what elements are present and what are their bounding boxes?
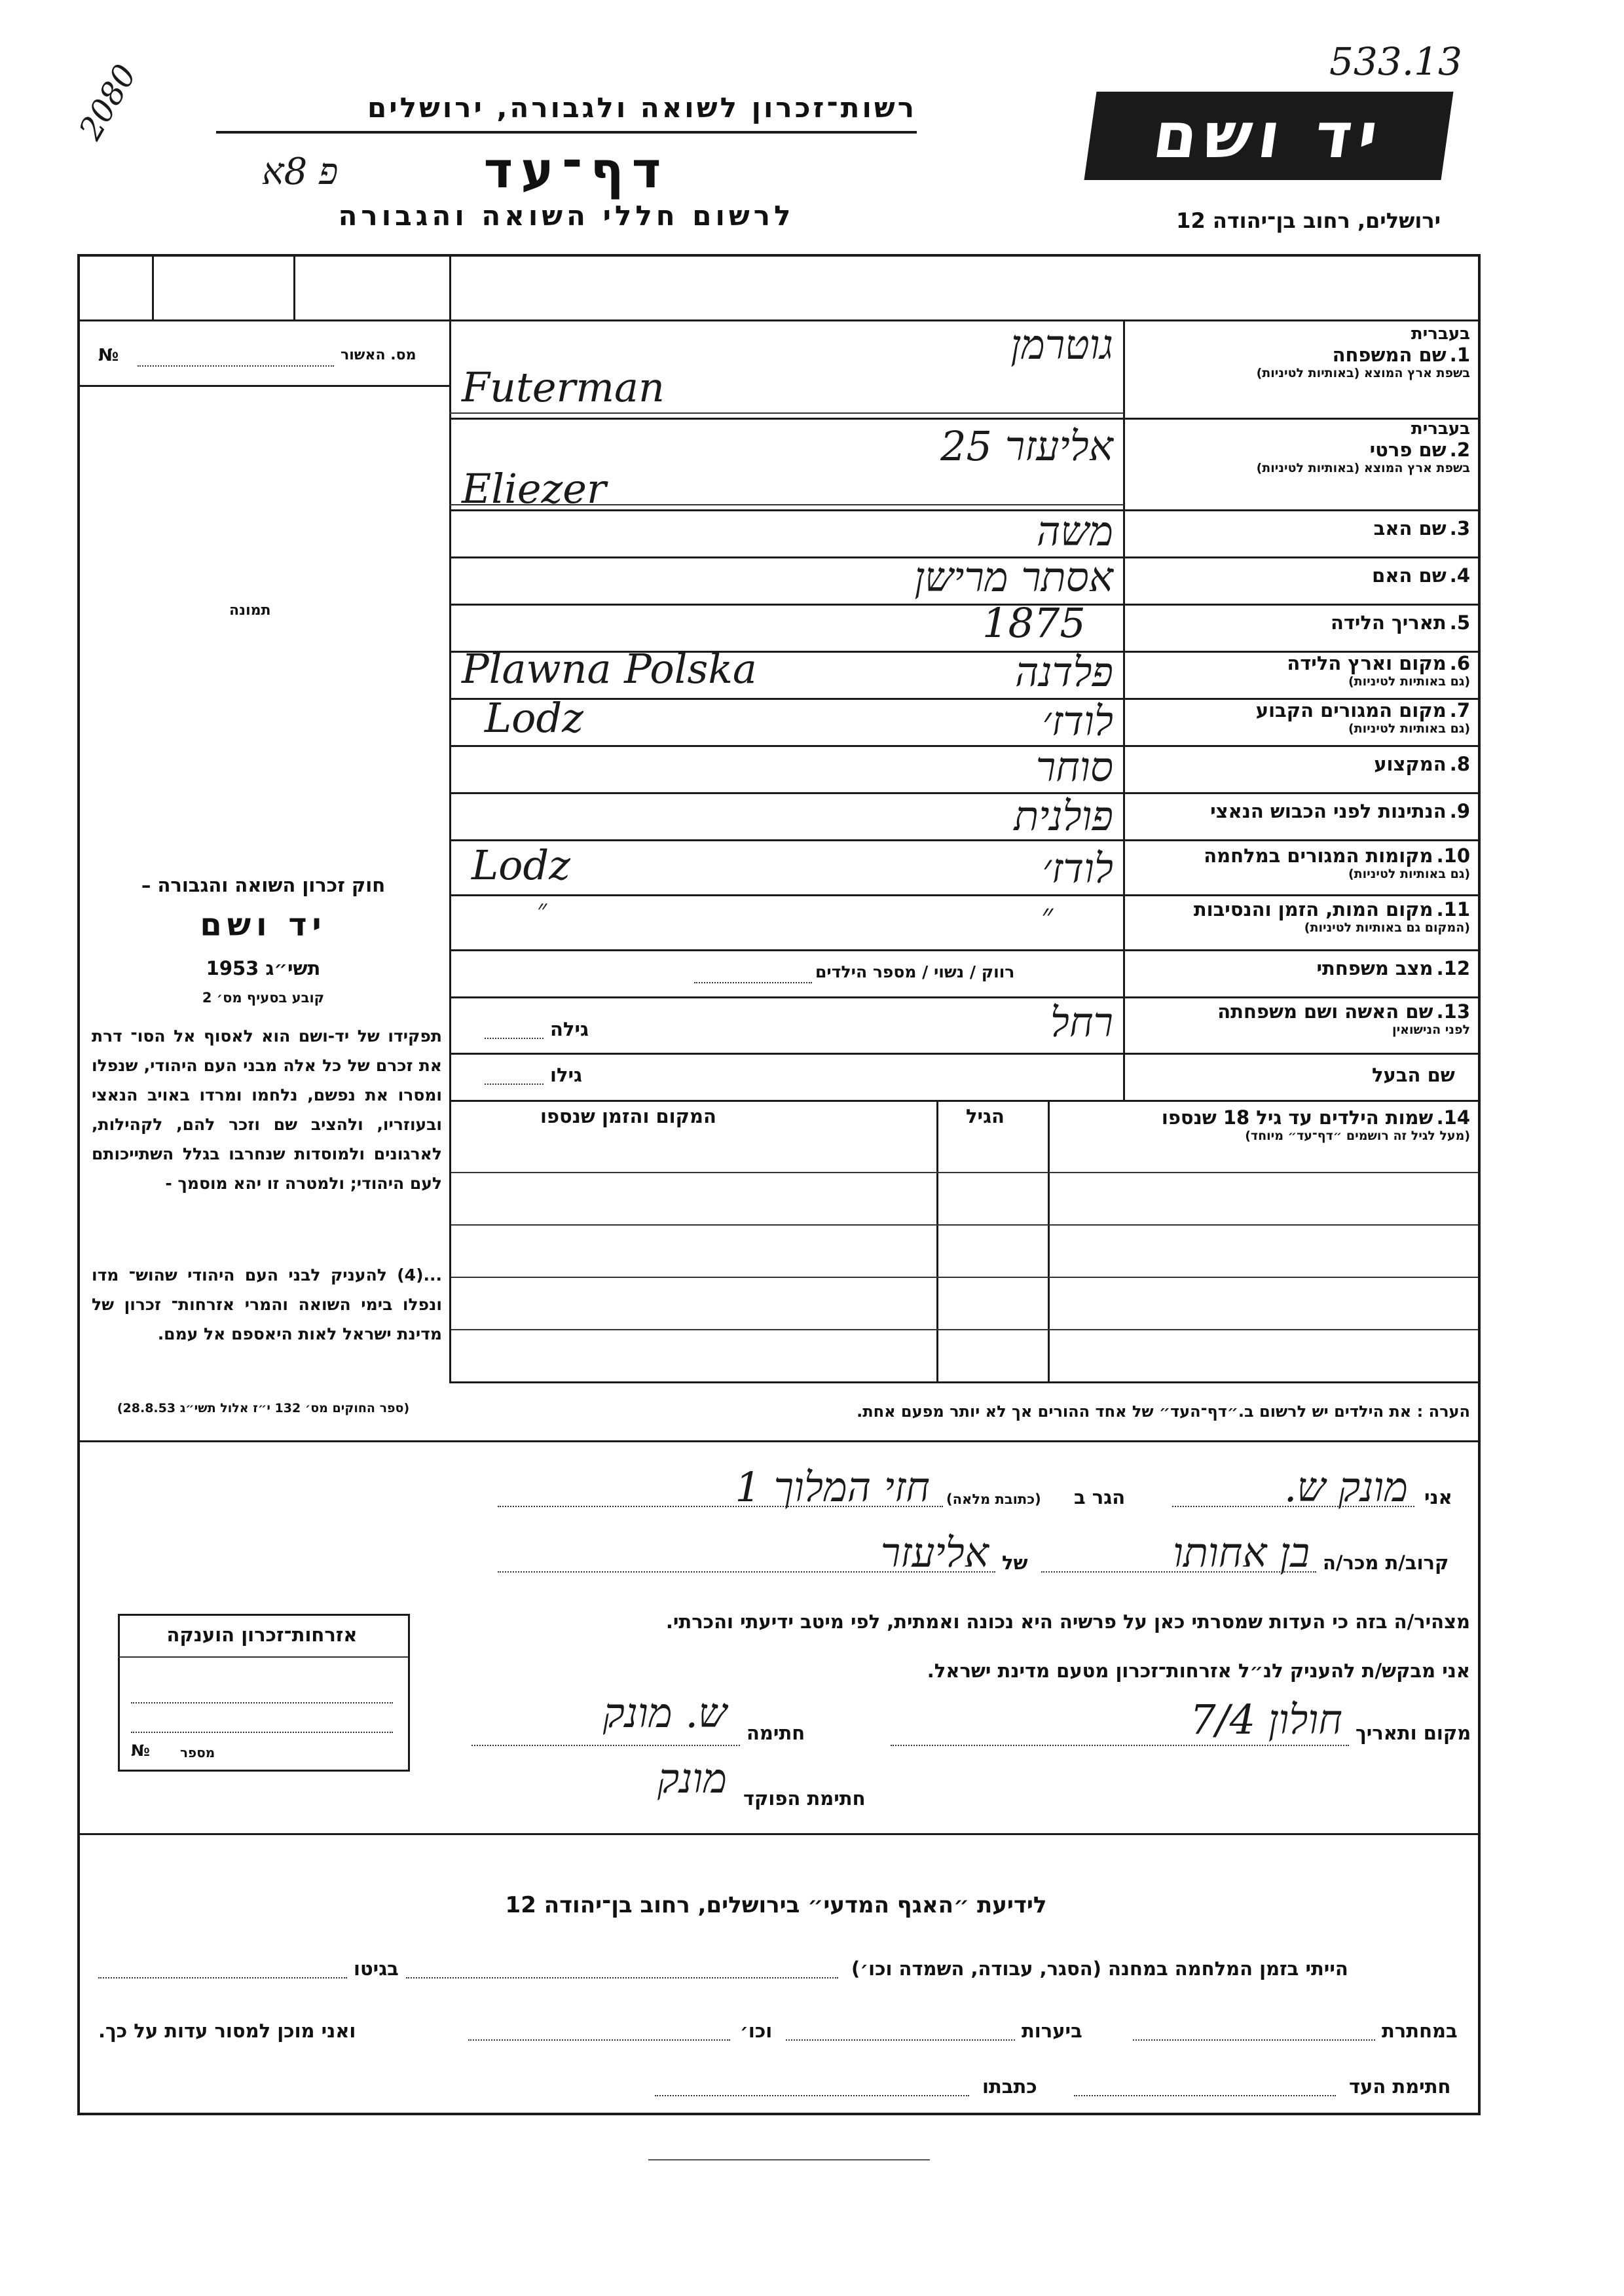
of-value[interactable]: אליעזר — [880, 1529, 989, 1576]
law-reference: (ספר החוקים מס׳ 132 י״ז אלול תשי״ג 28.8.53) — [117, 1401, 410, 1415]
law-name: יד ושם — [200, 907, 327, 943]
footer-ghetto-label: בגיטו — [354, 1958, 399, 1980]
footer-forests-label: ביערות — [1022, 2020, 1082, 2042]
address: ירושלים, רחוב בן־יהודה 12 — [1176, 208, 1441, 233]
form-title: דף־עד — [483, 141, 669, 199]
place-date-label: מקום ותאריך — [1356, 1722, 1471, 1744]
children-left-border — [449, 1100, 451, 1381]
law-title: חוק זכרון השואה והגבורה – — [141, 874, 386, 896]
declarant-line — [1172, 1506, 1414, 1507]
field-7-label: 7. מקום המגורים הקבוע (גם באותיות לטיניות) — [1255, 699, 1470, 736]
signature-label: חתימה — [747, 1722, 805, 1744]
approval-field[interactable] — [138, 365, 334, 367]
logo-text: יד ושם — [1149, 99, 1389, 172]
resident-label: הגר ב — [1074, 1486, 1126, 1508]
citizenship-line-2 — [131, 1732, 393, 1733]
reference-number: 533.13 — [1329, 39, 1462, 84]
bottom-rule — [648, 2159, 930, 2160]
mother-name[interactable]: אסתר מרישן — [914, 553, 1113, 601]
children-row-4 — [449, 1329, 1478, 1330]
place-date-value[interactable]: חולון 7/4 — [1190, 1696, 1342, 1743]
of-label: של — [1002, 1552, 1028, 1574]
birth-place-hebrew[interactable]: פלדנה — [1015, 648, 1113, 696]
statement-2: אני מבקש/ת להעניק לנ״ל אזרחות־זכרון מטעם מדינת ישראל. — [927, 1660, 1470, 1682]
children-row-2 — [449, 1224, 1478, 1226]
children-label: 14. שמות הילדים עד גיל 18 שנספו (מעל לגיל זה רושמים ״דף־עד״ מיוחד) — [1161, 1106, 1470, 1143]
citizenship-no-label: מספר — [180, 1745, 215, 1760]
inspector-label: חתימת הפוקד — [743, 1787, 866, 1810]
birth-date[interactable]: 1875 — [982, 599, 1086, 647]
children-note: הערה : את הילדים יש לרשום ב.״דף־העד״ של אחד ההורים אך לא יותר מפעם אחת. — [857, 1402, 1470, 1421]
birth-place-latin[interactable]: Plawna Polska — [462, 645, 757, 693]
children-col-divider-1 — [1048, 1100, 1050, 1381]
field-4-label: 4. שם האם — [1372, 564, 1470, 587]
camp-field[interactable] — [406, 1977, 838, 1978]
top-cell-divider-2 — [293, 254, 295, 319]
approval-no-sign: № — [98, 346, 119, 365]
law-clause: קובע בסעיף מס׳ 2 — [202, 990, 325, 1006]
wife-name[interactable]: רחל — [1050, 998, 1113, 1046]
profession[interactable]: סוחר — [1035, 743, 1113, 791]
children-count-field[interactable] — [694, 982, 812, 983]
field-3-label: 3. שם האב — [1373, 517, 1470, 539]
ani-label: אני — [1424, 1486, 1452, 1508]
husband-age-field[interactable] — [485, 1084, 544, 1085]
field-5-label: 5. תאריך הלידה — [1330, 611, 1470, 634]
citizenship-no-sign: № — [131, 1741, 150, 1760]
footer-underground-label: במחתרת — [1382, 2020, 1458, 2042]
first-name-latin[interactable]: Eliezer — [462, 465, 606, 513]
marital-status-options: רווק / נשוי / מספר הילדים — [815, 962, 1015, 981]
footer-camp-label: הייתי בזמן המלחמה במחנה (הסגר, עבודה, השמדה וכו׳) — [851, 1958, 1348, 1980]
forests-field[interactable] — [786, 2039, 1015, 2041]
field-10-label: 10. מקומות המגורים במלחמה (גם באותיות לטיניות) — [1204, 845, 1470, 881]
residence-hebrew[interactable]: לודז׳ — [1042, 697, 1113, 745]
authority-name: רשות־זכרון לשואה ולגבורה, ירושלים — [367, 92, 917, 124]
children-row-1 — [449, 1172, 1478, 1173]
declarant-name[interactable]: מונק ש. — [1283, 1463, 1408, 1511]
law-text-1: תפקידו של יד-ושם הוא לאסוף אל הסו־ דרת את זכרם של כל אלה מבני העם היהודי, שנפלו ומסרו את נפשם, נלחמו ומרדו באויב הנאצי ובעוזריו, ולהציב שם וזכר להם, לקהילות, לארגונים ולמוסדות שנחרבו בגלל השתייכותם לעם היהודי; ולמטרה זו יהא מוסמך - — [92, 1027, 442, 1193]
relation-line — [1041, 1571, 1316, 1573]
citizenship[interactable]: פולנית — [1014, 792, 1113, 840]
ghetto-field[interactable] — [98, 1977, 347, 1978]
declarant-address[interactable]: חזי המלוך 1 — [735, 1463, 930, 1511]
field-9-label: 9. הנתינות לפני הכבוש הנאצי — [1210, 800, 1470, 822]
label-column-divider — [1123, 319, 1125, 1102]
approval-label: מס. האשור — [341, 347, 416, 363]
footer-title: לידיעת ״האגף המדעי״ בירושלים, רחוב בן־יהודה 12 — [505, 1892, 1047, 1918]
father-name[interactable]: משה — [1037, 507, 1113, 555]
field-8-label: 8. המקצוע — [1374, 753, 1470, 775]
row-line-4 — [449, 604, 1478, 606]
signature-line — [471, 1745, 740, 1746]
wife-age-field[interactable] — [485, 1038, 544, 1039]
witness-address-field[interactable] — [655, 2095, 969, 2096]
top-cell-divider-1 — [152, 254, 154, 319]
residence-latin[interactable]: Lodz — [485, 694, 583, 742]
field-1-label: בעברית 1. שם המשפחה בשפת ארץ המוצא (באותיות לטיניות) — [1256, 324, 1470, 380]
top-row-divider — [77, 319, 1478, 321]
title-mark: פ 8א — [262, 151, 339, 193]
of-line — [498, 1571, 995, 1573]
family-name-latin[interactable]: Futerman — [462, 363, 665, 411]
children-row-3 — [449, 1277, 1478, 1278]
yad-vashem-logo — [1084, 92, 1454, 180]
note-bottom-line — [77, 1440, 1478, 1442]
photo-label: תמונה — [229, 602, 271, 619]
citizenship-line-1 — [131, 1702, 393, 1704]
husband-label: שם הבעל — [1372, 1064, 1455, 1086]
authority-underline — [216, 131, 917, 134]
citizenship-title-line — [118, 1656, 408, 1658]
statement-1: מצהיר/ה בזה כי העדות שמסרתי כאן על פרשיה היא נכונה ואמתית, לפי מיטב ידיעתי והכרתי. — [665, 1611, 1470, 1633]
wife-age-label: גילה — [550, 1018, 589, 1040]
row-line-14 — [449, 1100, 1478, 1102]
field-2-label: בעברית 2. שם פרטי בשפת ארץ המוצא (באותיות לטיניות) — [1256, 419, 1470, 475]
wartime-residence-hebrew[interactable]: לודז׳ — [1042, 845, 1113, 892]
first-name-hebrew[interactable]: אליעזר 25 — [940, 422, 1113, 470]
row-line-10 — [449, 894, 1478, 896]
photo-box — [84, 392, 443, 850]
left-column-divider — [449, 254, 451, 1102]
field-13-label: 13. שם האשה ושם משפחתה לפני הנישואין — [1217, 1000, 1470, 1037]
family-name-hebrew[interactable]: גוטרמן — [1010, 321, 1113, 369]
footer-address-label: כתבתו — [982, 2075, 1037, 2098]
children-age-header: הגיל — [966, 1105, 1005, 1127]
row-line-13 — [449, 1053, 1478, 1055]
address-line — [498, 1506, 943, 1507]
citizenship-box-title: אזרחות־זכרון הוענקה — [166, 1624, 358, 1646]
underground-field[interactable] — [1133, 2039, 1375, 2041]
children-col-divider-2 — [936, 1100, 938, 1381]
wartime-residence-latin[interactable]: Lodz — [471, 841, 570, 889]
form-subtitle: לרשום חללי השואה והגבורה — [338, 200, 795, 232]
etc-field[interactable] — [468, 2039, 730, 2041]
death-place-latin[interactable]: ״ — [537, 894, 547, 924]
law-year: תשי״ג 1953 — [206, 957, 321, 979]
footer-top-line — [77, 1833, 1478, 1835]
footer-etc-label: וכו׳ — [740, 2020, 773, 2042]
place-date-line — [891, 1745, 1349, 1746]
approval-divider — [77, 385, 451, 387]
field-1-sep — [449, 412, 1124, 414]
footer-witness-sign-label: חתימת העד — [1349, 2075, 1451, 2098]
law-text-2: ...(4) להעניק לבני העם היהודי שהוש־ מדו ונפלו בימי השואה והמרי אזרחות־ זכרון של מדינת ישראל לאות היאספם אל עמם. — [92, 1266, 442, 1343]
husband-age-label: גילו — [550, 1064, 582, 1086]
inspector-signature[interactable]: מונק — [657, 1755, 727, 1802]
signature-value[interactable]: ש. מונק — [602, 1689, 727, 1737]
note-top-line — [449, 1381, 1478, 1383]
relation-label: קרוב/ת מכר/ה — [1323, 1552, 1449, 1574]
field-12-label: 12. מצב משפחתי — [1316, 957, 1470, 979]
death-place-hebrew[interactable]: ״ — [1041, 897, 1054, 934]
witness-sign-field[interactable] — [1074, 2095, 1336, 2096]
footer-testify-text: ואני מוכן למסור עדות על כך. — [98, 2020, 356, 2042]
relation-value[interactable]: בן אחותו — [1173, 1529, 1310, 1576]
archive-number: 2080 — [72, 58, 144, 146]
address-hint: (כתובת מלאה) — [946, 1491, 1041, 1507]
field-11-label: 11. מקום המות, הזמן והנסיבות (המקום גם באותיות לטיניות) — [1193, 898, 1470, 935]
row-line-11 — [449, 949, 1478, 951]
field-6-label: 6. מקום וארץ הלידה (גם באותיות לטיניות) — [1287, 652, 1470, 689]
children-place-header: המקום והזמן שנספו — [540, 1105, 716, 1127]
